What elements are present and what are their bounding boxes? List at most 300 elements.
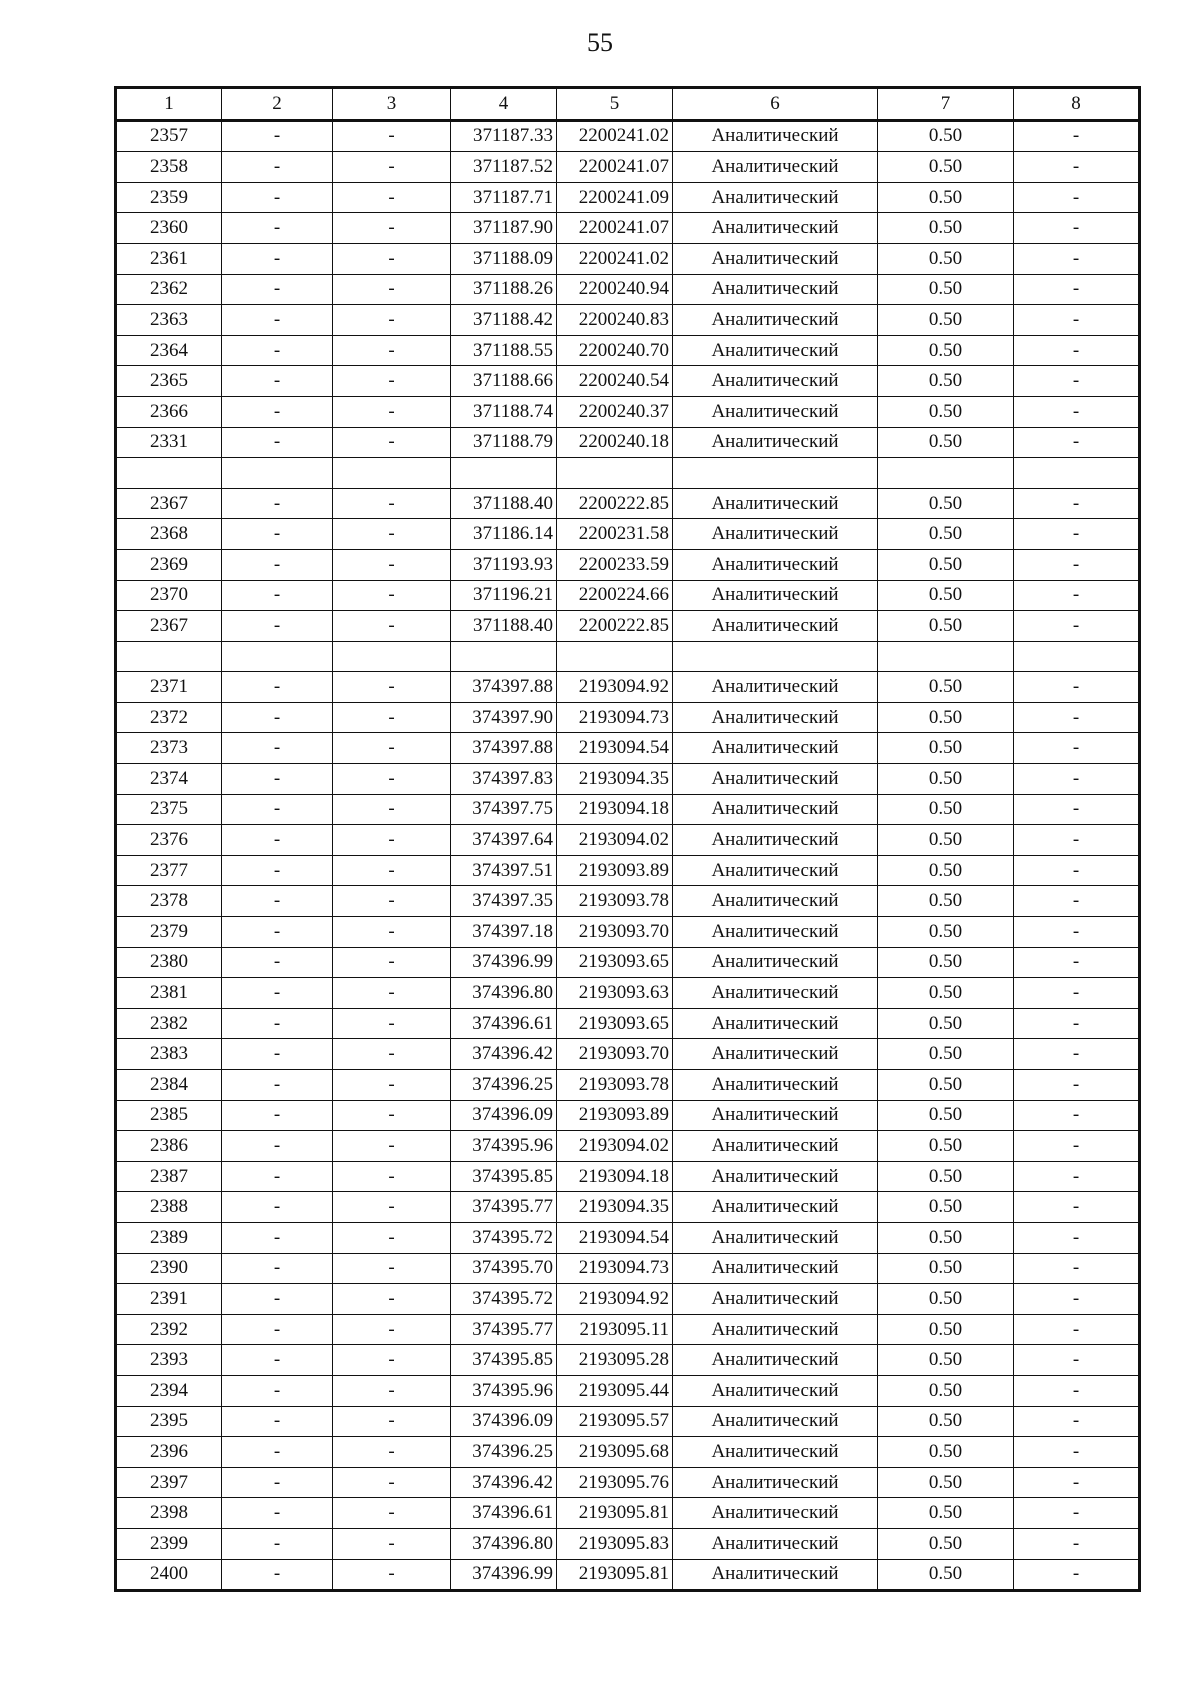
col8-cell: - (1014, 672, 1140, 703)
method-cell: Аналитический (673, 549, 878, 580)
accuracy-cell: 0.50 (878, 427, 1014, 458)
accuracy-cell: 0.50 (878, 1375, 1014, 1406)
table-row (116, 1008, 1140, 1039)
empty-cell (222, 641, 333, 672)
y-coordinate-cell: 2193093.89 (557, 855, 673, 886)
col2-cell: - (222, 1253, 333, 1284)
col3-cell: - (333, 702, 451, 733)
empty-cell (557, 641, 673, 672)
col3-cell: - (333, 1100, 451, 1131)
x-coordinate-cell: 374396.09 (451, 1406, 557, 1437)
y-coordinate-cell: 2200240.54 (557, 366, 673, 397)
point-number-cell: 2400 (116, 1559, 222, 1591)
method-cell: Аналитический (673, 1528, 878, 1559)
accuracy-cell: 0.50 (878, 886, 1014, 917)
column-header-2: 2 (222, 88, 333, 121)
col8-cell: - (1014, 1192, 1140, 1223)
accuracy-cell: 0.50 (878, 213, 1014, 244)
x-coordinate-cell: 374395.85 (451, 1345, 557, 1376)
table-row (116, 549, 1140, 580)
method-cell: Аналитический (673, 1253, 878, 1284)
empty-cell (878, 458, 1014, 489)
x-coordinate-cell: 374397.83 (451, 764, 557, 795)
col8-cell: - (1014, 611, 1140, 642)
x-coordinate-cell: 374395.85 (451, 1161, 557, 1192)
method-cell: Аналитический (673, 152, 878, 183)
col3-cell: - (333, 1467, 451, 1498)
col3-cell: - (333, 1406, 451, 1437)
point-number-cell: 2393 (116, 1345, 222, 1376)
empty-cell (1014, 641, 1140, 672)
col3-cell: - (333, 1528, 451, 1559)
y-coordinate-cell: 2193095.76 (557, 1467, 673, 1498)
col8-cell: - (1014, 917, 1140, 948)
col2-cell: - (222, 549, 333, 580)
col8-cell: - (1014, 1498, 1140, 1529)
col3-cell: - (333, 1039, 451, 1070)
x-coordinate-cell: 374397.90 (451, 702, 557, 733)
point-number-cell: 2367 (116, 611, 222, 642)
col2-cell: - (222, 1437, 333, 1468)
method-cell: Аналитический (673, 611, 878, 642)
point-number-cell: 2366 (116, 396, 222, 427)
table-row (116, 1375, 1140, 1406)
col8-cell: - (1014, 152, 1140, 183)
empty-cell (557, 458, 673, 489)
method-cell: Аналитический (673, 335, 878, 366)
y-coordinate-cell: 2200241.07 (557, 213, 673, 244)
y-coordinate-cell: 2193094.73 (557, 1253, 673, 1284)
y-coordinate-cell: 2193093.63 (557, 978, 673, 1009)
col3-cell: - (333, 733, 451, 764)
y-coordinate-cell: 2193094.73 (557, 702, 673, 733)
col2-cell: - (222, 580, 333, 611)
table-row (116, 794, 1140, 825)
point-number-cell: 2399 (116, 1528, 222, 1559)
y-coordinate-cell: 2200240.94 (557, 274, 673, 305)
col3-cell: - (333, 1008, 451, 1039)
accuracy-cell: 0.50 (878, 152, 1014, 183)
table-row (116, 1100, 1140, 1131)
col3-cell: - (333, 1192, 451, 1223)
table-row (116, 1498, 1140, 1529)
y-coordinate-cell: 2200241.02 (557, 120, 673, 152)
col3-cell: - (333, 1253, 451, 1284)
method-cell: Аналитический (673, 580, 878, 611)
x-coordinate-cell: 374396.25 (451, 1437, 557, 1468)
x-coordinate-cell: 371188.26 (451, 274, 557, 305)
col2-cell: - (222, 1008, 333, 1039)
col2-cell: - (222, 611, 333, 642)
col3-cell: - (333, 1345, 451, 1376)
table-row (116, 120, 1140, 152)
x-coordinate-cell: 371188.40 (451, 611, 557, 642)
method-cell: Аналитический (673, 1314, 878, 1345)
table-row (116, 978, 1140, 1009)
method-cell: Аналитический (673, 947, 878, 978)
method-cell: Аналитический (673, 427, 878, 458)
table-row (116, 1070, 1140, 1101)
col2-cell: - (222, 794, 333, 825)
point-number-cell: 2395 (116, 1406, 222, 1437)
accuracy-cell: 0.50 (878, 1345, 1014, 1376)
col2-cell: - (222, 1467, 333, 1498)
col3-cell: - (333, 672, 451, 703)
point-number-cell: 2370 (116, 580, 222, 611)
x-coordinate-cell: 374395.72 (451, 1284, 557, 1315)
method-cell: Аналитический (673, 702, 878, 733)
y-coordinate-cell: 2193093.70 (557, 917, 673, 948)
x-coordinate-cell: 371187.90 (451, 213, 557, 244)
x-coordinate-cell: 374395.96 (451, 1131, 557, 1162)
table-body (116, 120, 1140, 1591)
table-row (116, 580, 1140, 611)
point-number-cell: 2398 (116, 1498, 222, 1529)
accuracy-cell: 0.50 (878, 396, 1014, 427)
y-coordinate-cell: 2193093.65 (557, 947, 673, 978)
x-coordinate-cell: 374397.88 (451, 733, 557, 764)
accuracy-cell: 0.50 (878, 305, 1014, 336)
col8-cell: - (1014, 1161, 1140, 1192)
y-coordinate-cell: 2193095.28 (557, 1345, 673, 1376)
x-coordinate-cell: 371188.79 (451, 427, 557, 458)
col8-cell: - (1014, 1314, 1140, 1345)
col3-cell: - (333, 366, 451, 397)
col8-cell: - (1014, 1253, 1140, 1284)
x-coordinate-cell: 374396.80 (451, 1528, 557, 1559)
x-coordinate-cell: 371188.42 (451, 305, 557, 336)
col3-cell: - (333, 396, 451, 427)
point-number-cell: 2361 (116, 243, 222, 274)
col8-cell: - (1014, 488, 1140, 519)
empty-cell (116, 641, 222, 672)
table-row (116, 152, 1140, 183)
col3-cell: - (333, 427, 451, 458)
point-number-cell: 2378 (116, 886, 222, 917)
col2-cell: - (222, 1039, 333, 1070)
col3-cell: - (333, 152, 451, 183)
method-cell: Аналитический (673, 1467, 878, 1498)
col8-cell: - (1014, 1406, 1140, 1437)
col3-cell: - (333, 274, 451, 305)
x-coordinate-cell: 374396.61 (451, 1498, 557, 1529)
col2-cell: - (222, 978, 333, 1009)
y-coordinate-cell: 2200241.09 (557, 182, 673, 213)
accuracy-cell: 0.50 (878, 672, 1014, 703)
table-row (116, 1559, 1140, 1591)
table-row (116, 1345, 1140, 1376)
col8-cell: - (1014, 274, 1140, 305)
y-coordinate-cell: 2193093.89 (557, 1100, 673, 1131)
table-row (116, 672, 1140, 703)
point-number-cell: 2369 (116, 549, 222, 580)
col3-cell: - (333, 1284, 451, 1315)
col2-cell: - (222, 886, 333, 917)
y-coordinate-cell: 2200233.59 (557, 549, 673, 580)
accuracy-cell: 0.50 (878, 488, 1014, 519)
point-number-cell: 2375 (116, 794, 222, 825)
col2-cell: - (222, 825, 333, 856)
point-number-cell: 2357 (116, 120, 222, 152)
accuracy-cell: 0.50 (878, 1131, 1014, 1162)
col3-cell: - (333, 213, 451, 244)
col3-cell: - (333, 1437, 451, 1468)
point-number-cell: 2394 (116, 1375, 222, 1406)
col2-cell: - (222, 702, 333, 733)
method-cell: Аналитический (673, 1008, 878, 1039)
col2-cell: - (222, 396, 333, 427)
accuracy-cell: 0.50 (878, 1314, 1014, 1345)
y-coordinate-cell: 2193093.70 (557, 1039, 673, 1070)
point-number-cell: 2384 (116, 1070, 222, 1101)
col3-cell: - (333, 335, 451, 366)
table-row (116, 1528, 1140, 1559)
method-cell: Аналитический (673, 1284, 878, 1315)
col8-cell: - (1014, 396, 1140, 427)
y-coordinate-cell: 2193094.02 (557, 825, 673, 856)
table-row (116, 1406, 1140, 1437)
x-coordinate-cell: 371188.55 (451, 335, 557, 366)
point-number-cell: 2386 (116, 1131, 222, 1162)
x-coordinate-cell: 374395.72 (451, 1222, 557, 1253)
point-number-cell: 2396 (116, 1437, 222, 1468)
accuracy-cell: 0.50 (878, 1161, 1014, 1192)
col8-cell: - (1014, 1070, 1140, 1101)
point-number-cell: 2387 (116, 1161, 222, 1192)
col8-cell: - (1014, 825, 1140, 856)
col2-cell: - (222, 243, 333, 274)
y-coordinate-cell: 2193094.92 (557, 1284, 673, 1315)
table-row (116, 1467, 1140, 1498)
col2-cell: - (222, 366, 333, 397)
y-coordinate-cell: 2193094.54 (557, 733, 673, 764)
col8-cell: - (1014, 702, 1140, 733)
method-cell: Аналитический (673, 764, 878, 795)
y-coordinate-cell: 2193095.81 (557, 1498, 673, 1529)
table-row (116, 305, 1140, 336)
method-cell: Аналитический (673, 1192, 878, 1223)
separator-row (116, 641, 1140, 672)
table-row (116, 611, 1140, 642)
col2-cell: - (222, 488, 333, 519)
method-cell: Аналитический (673, 855, 878, 886)
accuracy-cell: 0.50 (878, 917, 1014, 948)
col8-cell: - (1014, 1467, 1140, 1498)
accuracy-cell: 0.50 (878, 733, 1014, 764)
accuracy-cell: 0.50 (878, 1039, 1014, 1070)
x-coordinate-cell: 374396.80 (451, 978, 557, 1009)
point-number-cell: 2360 (116, 213, 222, 244)
col2-cell: - (222, 1559, 333, 1591)
y-coordinate-cell: 2200222.85 (557, 611, 673, 642)
empty-cell (116, 458, 222, 489)
table-row (116, 1161, 1140, 1192)
x-coordinate-cell: 374396.09 (451, 1100, 557, 1131)
table-row (116, 947, 1140, 978)
point-number-cell: 2382 (116, 1008, 222, 1039)
method-cell: Аналитический (673, 1222, 878, 1253)
col2-cell: - (222, 1498, 333, 1529)
y-coordinate-cell: 2200241.07 (557, 152, 673, 183)
point-number-cell: 2389 (116, 1222, 222, 1253)
col8-cell: - (1014, 120, 1140, 152)
col8-cell: - (1014, 733, 1140, 764)
y-coordinate-cell: 2193095.11 (557, 1314, 673, 1345)
col2-cell: - (222, 427, 333, 458)
empty-cell (451, 458, 557, 489)
y-coordinate-cell: 2193094.02 (557, 1131, 673, 1162)
x-coordinate-cell: 374396.61 (451, 1008, 557, 1039)
x-coordinate-cell: 371188.66 (451, 366, 557, 397)
col2-cell: - (222, 335, 333, 366)
col2-cell: - (222, 152, 333, 183)
point-number-cell: 2331 (116, 427, 222, 458)
point-number-cell: 2365 (116, 366, 222, 397)
col2-cell: - (222, 274, 333, 305)
column-header-6: 6 (673, 88, 878, 121)
accuracy-cell: 0.50 (878, 243, 1014, 274)
x-coordinate-cell: 374397.18 (451, 917, 557, 948)
y-coordinate-cell: 2193095.81 (557, 1559, 673, 1591)
x-coordinate-cell: 371188.74 (451, 396, 557, 427)
col2-cell: - (222, 120, 333, 152)
col8-cell: - (1014, 1008, 1140, 1039)
column-header-4: 4 (451, 88, 557, 121)
method-cell: Аналитический (673, 1039, 878, 1070)
col8-cell: - (1014, 335, 1140, 366)
x-coordinate-cell: 371193.93 (451, 549, 557, 580)
point-number-cell: 2381 (116, 978, 222, 1009)
table-row (116, 855, 1140, 886)
col2-cell: - (222, 764, 333, 795)
table-row (116, 1284, 1140, 1315)
col8-cell: - (1014, 978, 1140, 1009)
method-cell: Аналитический (673, 978, 878, 1009)
col8-cell: - (1014, 243, 1140, 274)
x-coordinate-cell: 374396.42 (451, 1039, 557, 1070)
column-header-5: 5 (557, 88, 673, 121)
accuracy-cell: 0.50 (878, 1498, 1014, 1529)
accuracy-cell: 0.50 (878, 702, 1014, 733)
table-row (116, 427, 1140, 458)
col3-cell: - (333, 886, 451, 917)
y-coordinate-cell: 2200240.83 (557, 305, 673, 336)
col8-cell: - (1014, 366, 1140, 397)
col8-cell: - (1014, 1559, 1140, 1591)
method-cell: Аналитический (673, 825, 878, 856)
accuracy-cell: 0.50 (878, 519, 1014, 550)
accuracy-cell: 0.50 (878, 1528, 1014, 1559)
method-cell: Аналитический (673, 274, 878, 305)
table-row (116, 366, 1140, 397)
col2-cell: - (222, 1070, 333, 1101)
col8-cell: - (1014, 794, 1140, 825)
col2-cell: - (222, 733, 333, 764)
col2-cell: - (222, 1161, 333, 1192)
column-header-7: 7 (878, 88, 1014, 121)
accuracy-cell: 0.50 (878, 182, 1014, 213)
point-number-cell: 2376 (116, 825, 222, 856)
y-coordinate-cell: 2193094.54 (557, 1222, 673, 1253)
method-cell: Аналитический (673, 1437, 878, 1468)
col3-cell: - (333, 978, 451, 1009)
col8-cell: - (1014, 182, 1140, 213)
col8-cell: - (1014, 1284, 1140, 1315)
x-coordinate-cell: 371187.71 (451, 182, 557, 213)
col8-cell: - (1014, 1222, 1140, 1253)
empty-cell (222, 458, 333, 489)
method-cell: Аналитический (673, 1161, 878, 1192)
accuracy-cell: 0.50 (878, 1284, 1014, 1315)
y-coordinate-cell: 2193095.83 (557, 1528, 673, 1559)
col3-cell: - (333, 305, 451, 336)
point-number-cell: 2383 (116, 1039, 222, 1070)
method-cell: Аналитический (673, 794, 878, 825)
col2-cell: - (222, 182, 333, 213)
point-number-cell: 2377 (116, 855, 222, 886)
col8-cell: - (1014, 764, 1140, 795)
point-number-cell: 2397 (116, 1467, 222, 1498)
col8-cell: - (1014, 549, 1140, 580)
x-coordinate-cell: 371188.09 (451, 243, 557, 274)
x-coordinate-cell: 374397.88 (451, 672, 557, 703)
x-coordinate-cell: 374397.51 (451, 855, 557, 886)
col2-cell: - (222, 1314, 333, 1345)
x-coordinate-cell: 374395.70 (451, 1253, 557, 1284)
table-row (116, 396, 1140, 427)
accuracy-cell: 0.50 (878, 120, 1014, 152)
point-number-cell: 2388 (116, 1192, 222, 1223)
y-coordinate-cell: 2193094.18 (557, 794, 673, 825)
col8-cell: - (1014, 213, 1140, 244)
table-row (116, 917, 1140, 948)
table-row (116, 182, 1140, 213)
method-cell: Аналитический (673, 672, 878, 703)
col3-cell: - (333, 1498, 451, 1529)
col3-cell: - (333, 917, 451, 948)
y-coordinate-cell: 2193095.44 (557, 1375, 673, 1406)
col8-cell: - (1014, 519, 1140, 550)
col2-cell: - (222, 1345, 333, 1376)
col8-cell: - (1014, 886, 1140, 917)
x-coordinate-cell: 371196.21 (451, 580, 557, 611)
empty-cell (878, 641, 1014, 672)
empty-cell (451, 641, 557, 672)
x-coordinate-cell: 371188.40 (451, 488, 557, 519)
accuracy-cell: 0.50 (878, 794, 1014, 825)
table-row (116, 1131, 1140, 1162)
x-coordinate-cell: 374396.99 (451, 947, 557, 978)
method-cell: Аналитический (673, 1070, 878, 1101)
x-coordinate-cell: 374396.25 (451, 1070, 557, 1101)
y-coordinate-cell: 2193094.18 (557, 1161, 673, 1192)
col8-cell: - (1014, 1345, 1140, 1376)
col8-cell: - (1014, 1437, 1140, 1468)
accuracy-cell: 0.50 (878, 1467, 1014, 1498)
accuracy-cell: 0.50 (878, 978, 1014, 1009)
col3-cell: - (333, 519, 451, 550)
accuracy-cell: 0.50 (878, 1100, 1014, 1131)
col2-cell: - (222, 1100, 333, 1131)
table-row (116, 335, 1140, 366)
accuracy-cell: 0.50 (878, 855, 1014, 886)
table-row (116, 1437, 1140, 1468)
accuracy-cell: 0.50 (878, 611, 1014, 642)
table-row (116, 1314, 1140, 1345)
col8-cell: - (1014, 1131, 1140, 1162)
point-number-cell: 2367 (116, 488, 222, 519)
method-cell: Аналитический (673, 519, 878, 550)
